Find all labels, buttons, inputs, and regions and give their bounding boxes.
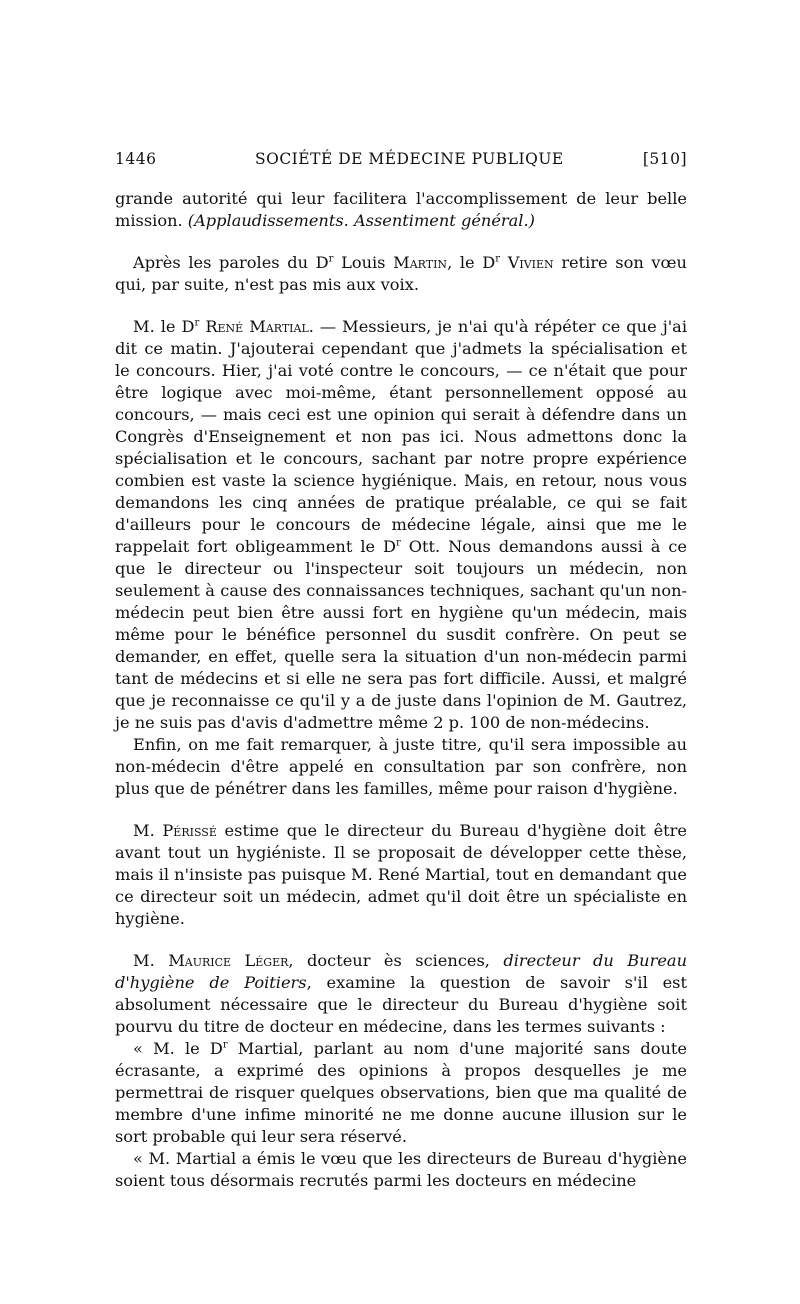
applause-note: (Applaudissements. Assentiment général.) <box>187 211 535 230</box>
paragraph-8: « M. Martial a émis le vœu que les directeurs de Bureau d'hygiène soient tous désormais recrutés parmi les docteurs en médecine <box>115 1149 687 1190</box>
page-number: 1446 <box>115 150 157 168</box>
paragraph-7: « M. le $D^r$ Martial, parlant au nom d'une majorité sans doute écrasante, a exprimé des opinions à propos desquelles je me permettrai de risquer quelques observations, bien que ma qualité de membre d'une infime minorité ne me donne aucune illusion sur le sort probable qui leur sera réservé. <box>115 1039 687 1146</box>
running-title: SOCIÉTÉ DE MÉDECINE PUBLIQUE <box>255 150 564 168</box>
body-text <box>115 188 687 1192</box>
page-reference: [510] <box>642 150 687 168</box>
running-header <box>115 150 687 172</box>
document-page <box>115 150 687 1192</box>
paragraph-1: grande autorité qui leur facilitera l'accomplissement de leur belle mission. (Applaudissements. Assentiment général.) <box>115 189 687 230</box>
paragraph-5: M. Périssé estime que le directeur du Bureau d'hygiène doit être avant tout un hygiéniste. Il se proposait de développer cette thèse, mais il n'insiste pas puisque M. René Martial, tout en demandant que ce directeur soit un médecin, admet qu'il doit être un spécialiste en hygiène. <box>115 821 687 928</box>
paragraph-4: Enfin, on me fait remarquer, à juste titre, qu'il sera impossible au non-médecin d'être appelé en consultation par son confrère, non plus que de pénétrer dans les familles, même pour raison d'hygiène. <box>115 735 687 798</box>
paragraph-6: M. Maurice Léger, docteur ès sciences, directeur du Bureau d'hygiène de Poitiers, examine la question de savoir s'il est absolument nécessaire que le directeur du Bureau d'hygiène soit pourvu du titre de docteur en médecine, dans les termes suivants : <box>115 951 687 1036</box>
paragraph-3: M. le $D^r$ René Martial. — Messieurs, je n'ai qu'à répéter ce que j'ai dit ce matin. J'ajouterai cependant que j'admets la spécialisation et le concours. Hier, j'ai voté contre le concours, — ce n'était que pour être logique avec moi-même, étant personnellement opposé au concours, — mais ceci est une opinion qui serait à défendre dans un Congrès d'Enseignement et non pas ici. Nous admettons donc la spécialisation et le concours, sachant par notre propre expérience combien est vaste la science hygiénique. Mais, en retour, nous vous demandons les cinq années de pratique préalable, ce qui se fait d'ailleurs pour le concours de médecine légale, ainsi que me le rappelait fort obligeamment le $D^r$ Ott. Nous demandons aussi à ce que le directeur ou l'inspecteur soit toujours un médecin, non seulement à cause des connaissances techniques, sachant qu'un non-médecin peut bien être aussi fort en hygiène qu'un médecin, mais même pour le bénéfice personnel du susdit confrère. On peut se demander, en effet, quelle sera la situation d'un non-médecin parmi tant de médecins et si elle ne sera pas fort difficile. Aussi, et malgré que je reconnaisse ce qu'il y a de juste dans l'opinion de M. Gautrez, je ne suis pas d'avis d'admettre même 2 p. 100 de non-médecins. <box>115 317 687 732</box>
paragraph-2: Après les paroles du $D^r$ Louis Martin, le $D^r$ Vivien retire son vœu qui, par suite, n'est pas mis aux voix. <box>115 253 687 294</box>
